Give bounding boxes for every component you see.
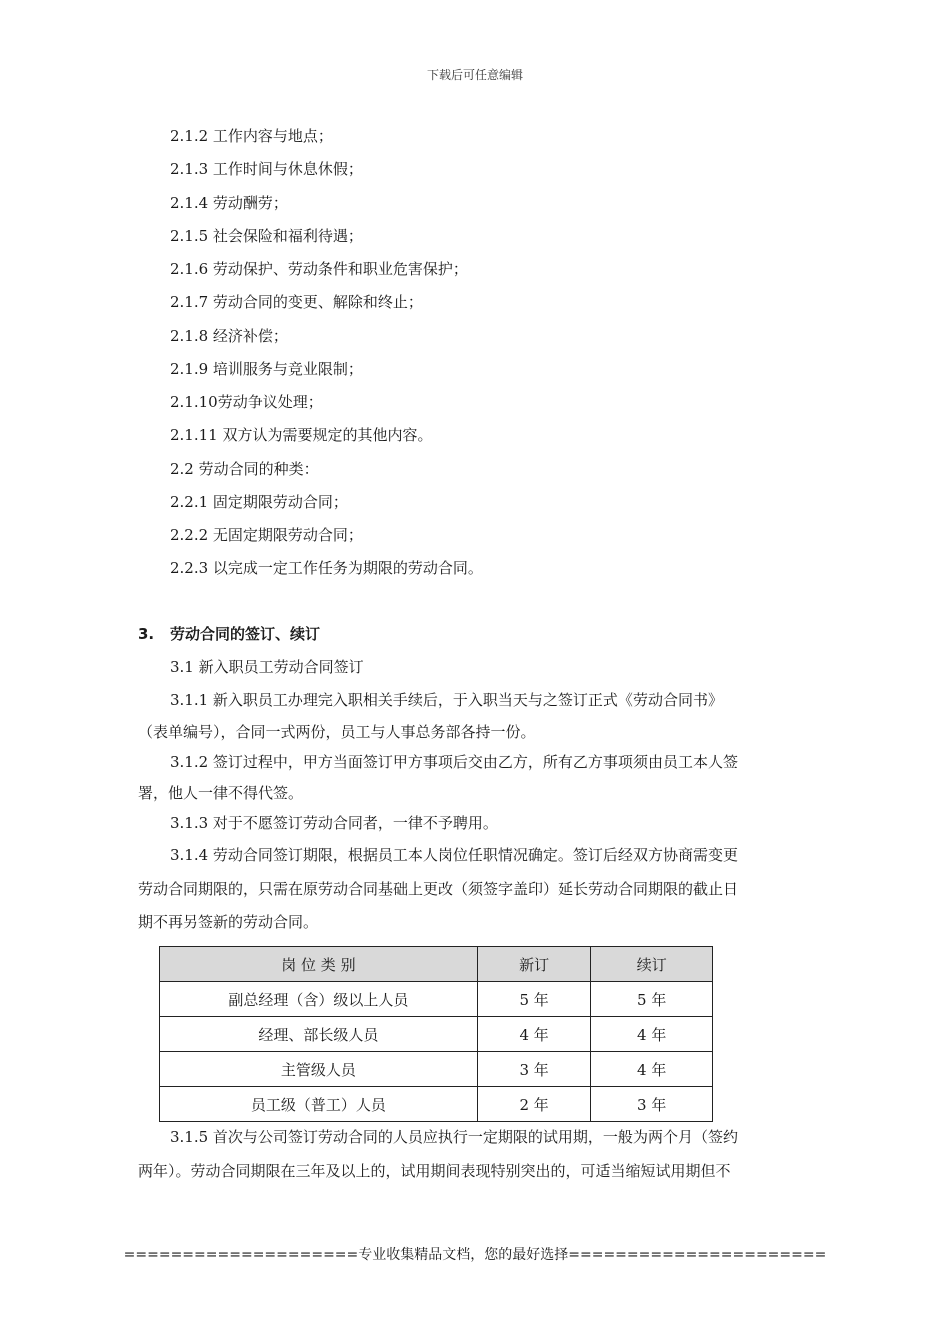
table-cell: 5 年	[591, 982, 713, 1017]
table-cell: 主管级人员	[160, 1052, 478, 1087]
list-item: 2.1.10劳动争议处理；	[170, 393, 323, 411]
paragraph-line: 3.1.1 新入职员工办理完入职相关手续后，于入职当天与之签订正式《劳动合同书》	[170, 691, 723, 709]
list-item: 2.1.7 劳动合同的变更、解除和终止；	[170, 293, 423, 311]
contract-term-table	[159, 946, 713, 1122]
table-cell: 3 年	[591, 1087, 713, 1122]
table-row	[160, 1052, 713, 1087]
list-item: 2.1.9 培训服务与竞业限制；	[170, 360, 363, 378]
table-cell: 4 年	[477, 1017, 591, 1052]
section-title: 劳动合同的签订、续订	[170, 625, 321, 643]
paragraph-line: 3.1.3 对于不愿签订劳动合同者，一律不予聘用。	[170, 814, 498, 832]
table-cell: 4 年	[591, 1017, 713, 1052]
paragraph-line: 署，他人一律不得代签。	[138, 784, 304, 802]
table-row	[160, 982, 713, 1017]
table-cell: 3 年	[477, 1052, 591, 1087]
list-item: 2.2.2 无固定期限劳动合同；	[170, 526, 363, 544]
table-cell: 5 年	[477, 982, 591, 1017]
paragraph-line: 3.1.2 签订过程中，甲方当面签订甲方事项后交由乙方，所有乙方事项须由员工本人签	[170, 753, 738, 771]
paragraph-line: 劳动合同期限的，只需在原劳动合同基础上更改（须签字盖印）延长劳动合同期限的截止日	[138, 880, 739, 898]
list-item: 2.2 劳动合同的种类：	[170, 460, 319, 478]
table-cell: 2 年	[477, 1087, 591, 1122]
table-header-cell: 岗 位 类 别	[160, 947, 478, 982]
subsection-heading: 3.1 新入职员工劳动合同签订	[170, 658, 364, 676]
paragraph-line: 两年）。劳动合同期限在三年及以上的，试用期间表现特别突出的，可适当缩短试用期但不	[138, 1162, 731, 1180]
list-item: 2.2.3 以完成一定工作任务为期限的劳动合同。	[170, 559, 483, 577]
table-cell: 副总经理（含）级以上人员	[160, 982, 478, 1017]
section-heading	[138, 624, 320, 644]
list-item: 2.1.11 双方认为需要规定的其他内容。	[170, 426, 433, 444]
page-header: 下载后可任意编辑	[426, 68, 523, 82]
list-item: 2.1.6 劳动保护、劳动条件和职业危害保护；	[170, 260, 468, 278]
table-row	[160, 1017, 713, 1052]
paragraph-line: （表单编号），合同一式两份，员工与人事总务部各持一份。	[138, 723, 536, 741]
section-number: 3.	[138, 625, 155, 643]
paragraph-line: 3.1.4 劳动合同签订期限，根据员工本人岗位任职情况确定。签订后经双方协商需变更	[170, 846, 738, 864]
table-row	[160, 1087, 713, 1122]
paragraph-line: 3.1.5 首次与公司签订劳动合同的人员应执行一定期限的试用期，一般为两个月（签约	[170, 1128, 738, 1146]
page-footer: ====================专业收集精品文档，您的最好选择======================	[123, 1247, 827, 1263]
table-header-cell: 新订	[477, 947, 591, 982]
paragraph-line: 期不再另签新的劳动合同。	[138, 913, 319, 931]
table-cell: 经理、部长级人员	[160, 1017, 478, 1052]
list-item: 2.1.4 劳动酬劳；	[170, 194, 288, 212]
table-header-row	[160, 947, 713, 982]
list-item: 2.1.8 经济补偿；	[170, 327, 288, 345]
table-cell: 4 年	[591, 1052, 713, 1087]
list-item: 2.2.1 固定期限劳动合同；	[170, 493, 348, 511]
table-cell: 员工级（普工）人员	[160, 1087, 478, 1122]
list-item: 2.1.5 社会保险和福利待遇；	[170, 227, 363, 245]
list-item: 2.1.2 工作内容与地点；	[170, 127, 333, 145]
list-item: 2.1.3 工作时间与休息休假；	[170, 160, 363, 178]
table-header-cell: 续订	[591, 947, 713, 982]
